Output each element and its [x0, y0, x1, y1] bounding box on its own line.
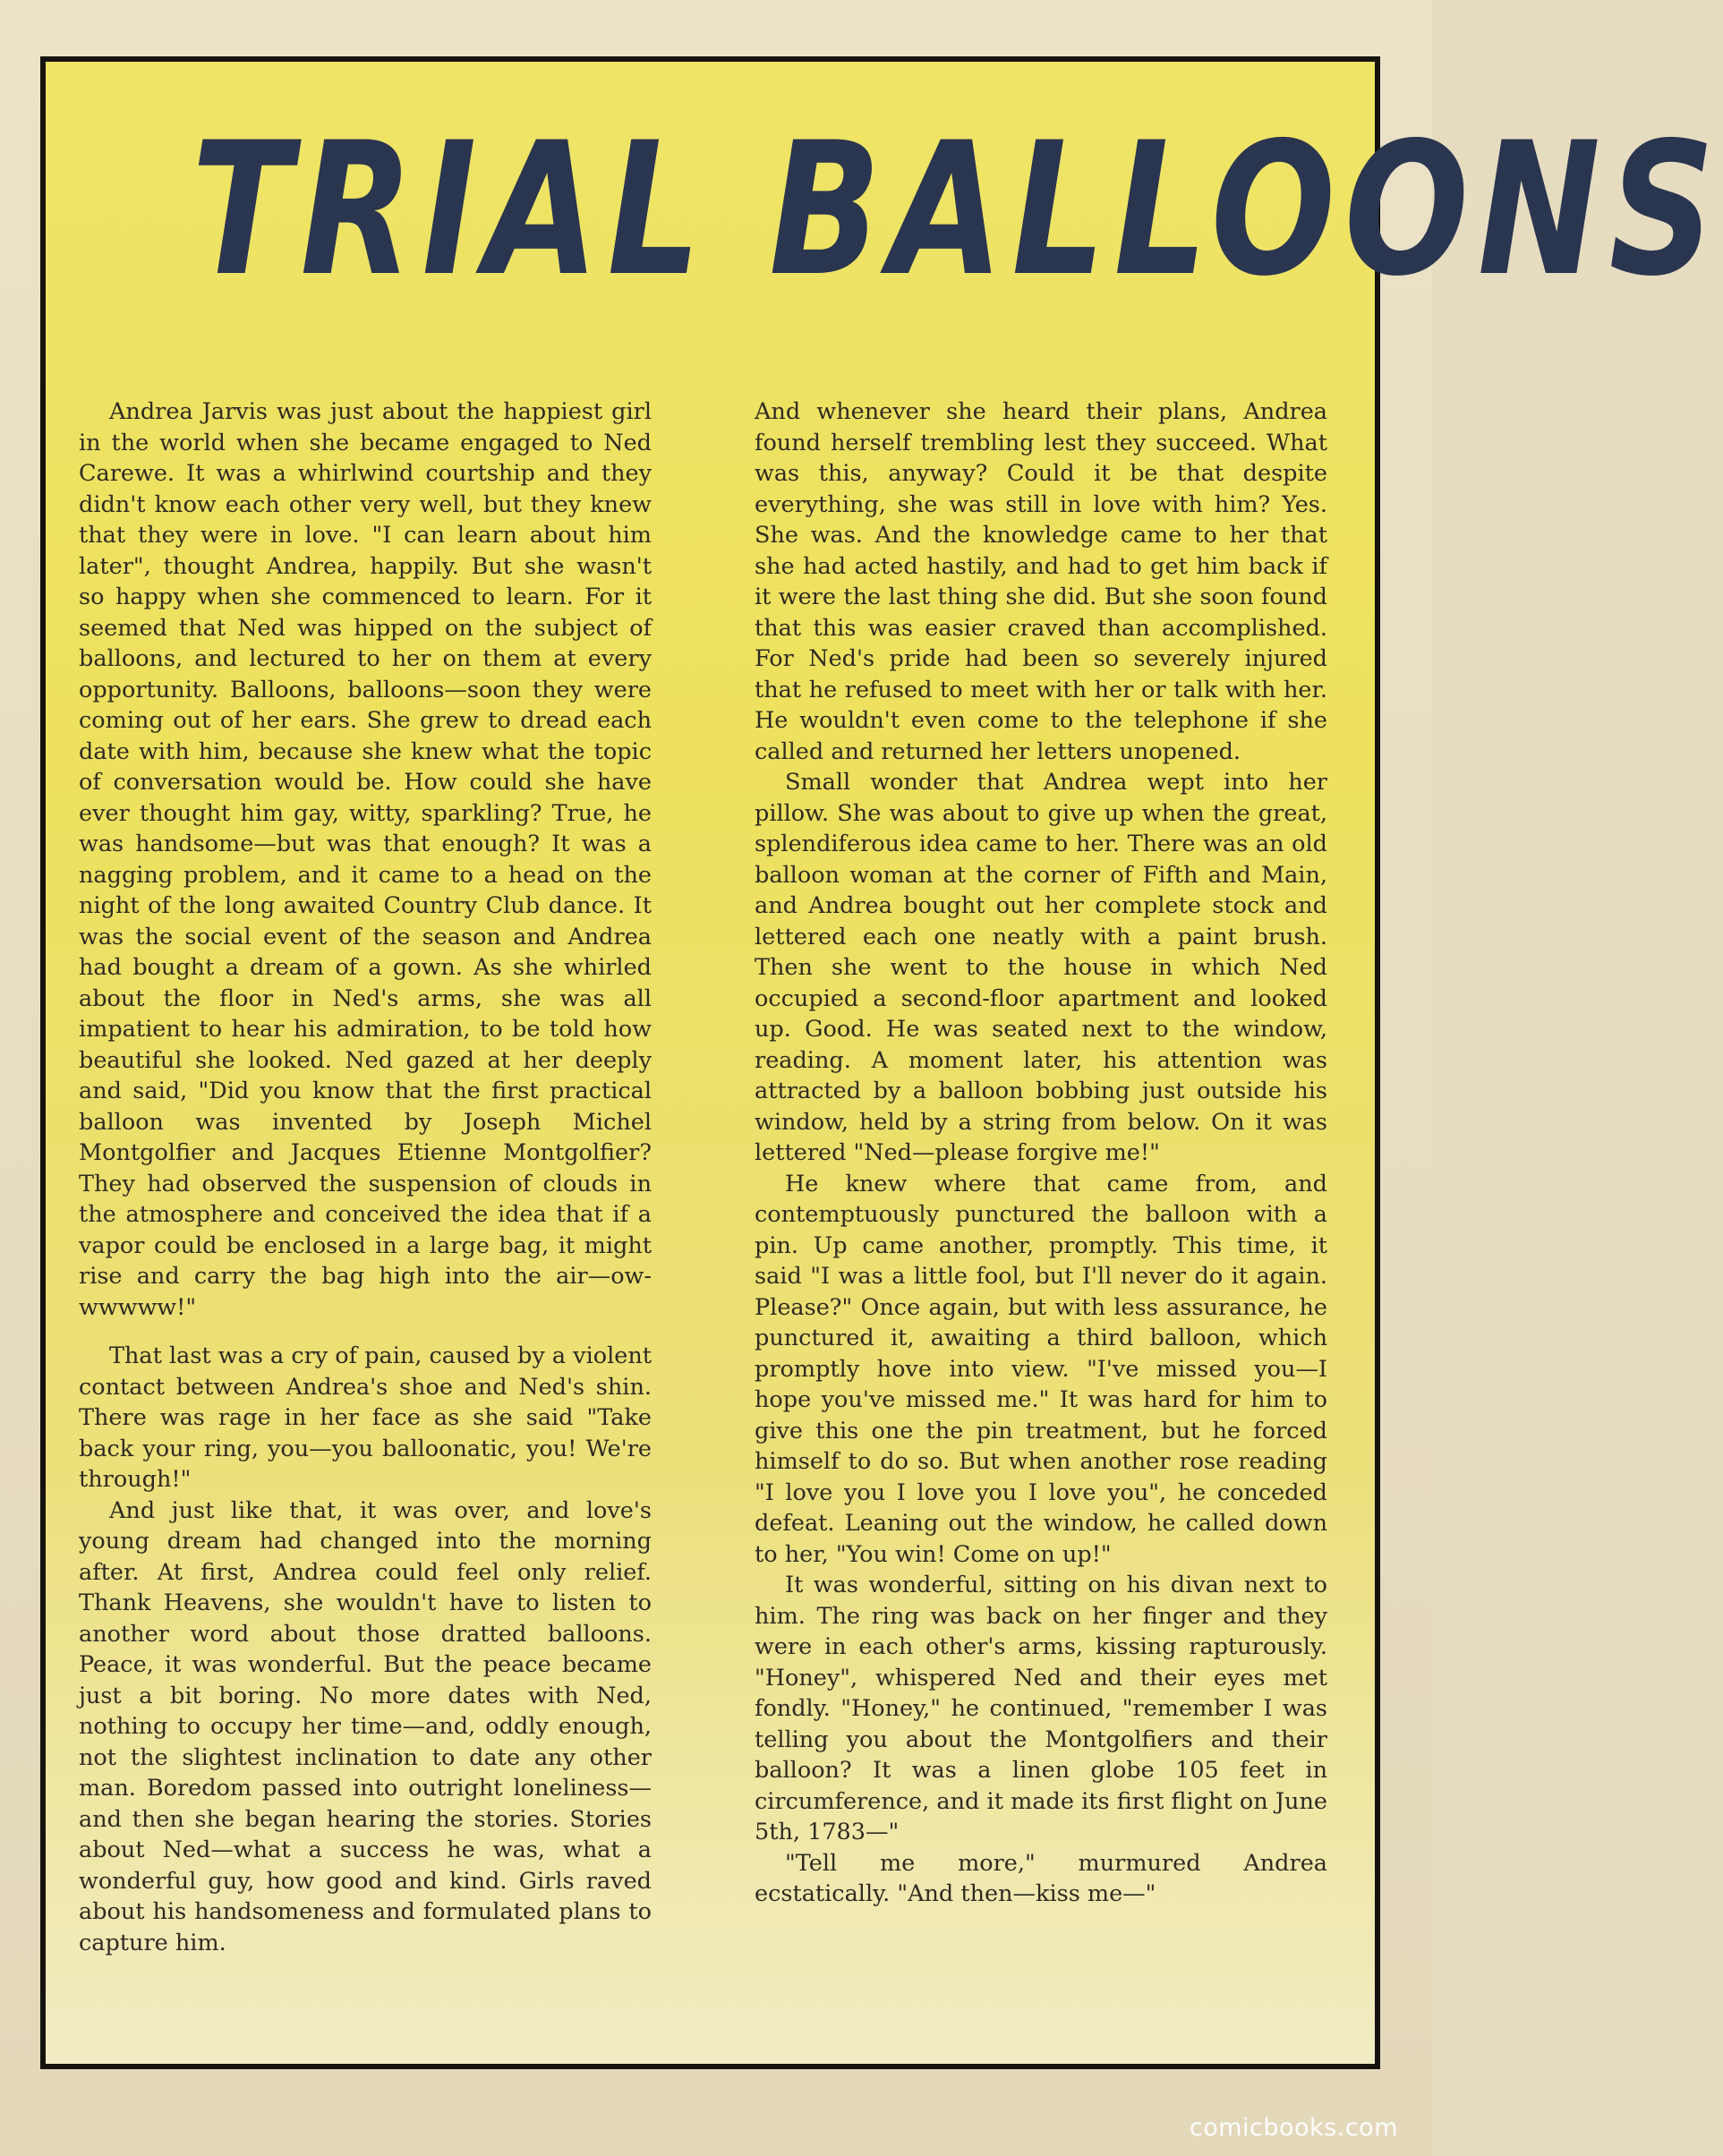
right-paragraph-3: He knew where that came from, and contemptuously punctured the balloon with a pin. Up came another, promptly. This time, it said "I was a little fool, but I'll never do it again. Please?" Once again, but with less assurance, he punctured it, awaiting a third balloon, which promptly hove into view. "I've missed you—I hope you've missed me." It was hard for him to give this one the pin treatment, but he forced himself to do so. But when another rose reading "I love you I love you I love you", he conceded defeat. Leaning out the window, he called down to her, "You win! Come on up!"	[755, 1170, 1327, 1568]
left-paragraph-2: That last was a cry of pain, caused by a violent contact between Andrea's shoe and Ned's shin. There was rage in her face as she said "Take back your ring, you—you balloonatic, you! We're through!"	[79, 1342, 652, 1493]
story-title: TRIAL BALLOONS	[192, 104, 1723, 317]
right-paragraph-1: And whenever she heard their plans, Andrea found herself trembling lest they succeed. What was this, anyway? Could it be that despite everything, she was still in love with him? Yes. She was. And the knowledge came to her that she had acted hastily, and had to get him back if it were the last thing she did. But she soon found that this was easier craved than accomplished. For Ned's pride had been so severely injured that he refused to meet with her or talk with her. He wouldn't even come to the telephone if she called and returned her letters unopened.	[755, 398, 1327, 765]
right-paragraph-5: "Tell me more," murmured Andrea ecstatically. "And then—kiss me—"	[755, 1849, 1327, 1907]
left-column	[79, 396, 652, 1958]
right-paragraph-4: It was wonderful, sitting on his divan next to him. The ring was back on her finger and they were in each other's arms, kissing rapturously. "Honey", whispered Ned and their eyes met fondly. "Honey," he continued, "remember I was telling you about the Montgolfiers and their balloon? It was a linen globe 105 feet in circumference, and it made its first flight on June 5th, 1783—"	[755, 1572, 1327, 1845]
site-watermark: comicbooks.com	[1189, 2114, 1398, 2142]
left-paragraph-3: And just like that, it was over, and love's young dream had changed into the morning after. At first, Andrea could feel only relief. Thank Heavens, she wouldn't have to listen to another word about those dratted balloons. Peace, it was wonderful. But the peace became just a bit boring. No more dates with Ned, nothing to occupy her time—and, oddly enough, not the slightest inclination to date any other man. Boredom passed into outright loneliness—and then she began hearing the stories. Stories about Ned—what a success he was, what a wonderful guy, how good and kind. Girls raved about his handsomeness and formulated plans to capture him.	[79, 1496, 652, 1956]
left-paragraph-1: Andrea Jarvis was just about the happiest girl in the world when she became engaged to Ned Carewe. It was a whirlwind courtship and they didn't know each other very well, but they knew that they were in love. "I can learn about him later", thought Andrea, happily. But she wasn't so happy when she commenced to learn. For it seemed that Ned was hipped on the subject of balloons, and lectured to her on them at every opportunity. Balloons, balloons—soon they were coming out of her ears. She grew to dread each date with him, because she knew what the topic of conversation would be. How could she have ever thought him gay, witty, sparkling? True, he was handsome—but was that enough? It was a nagging problem, and it came to a head on the night of the long awaited Country Club dance. It was the social event of the season and Andrea had bought a dream of a gown. As she whirled about the floor in Ned's arms, she was all impatient to hear his admiration, to be told how beautiful she looked. Ned gazed at her deeply and said, "Did you know that the first practical balloon was invented by Joseph Michel Montgolfier and Jacques Etienne Montgolfier? They had observed the suspension of clouds in the atmosphere and conceived the idea that if a vapor could be enclosed in a large bag, it might rise and carry the bag high into the air—ow-wwwww!"	[79, 398, 652, 1321]
right-column	[755, 396, 1327, 1910]
right-paragraph-2: Small wonder that Andrea wept into her pillow. She was about to give up when the great, splendiferous idea came to her. There was an old balloon woman at the corner of Fifth and Main, and Andrea bought out her complete stock and lettered each one neatly with a paint brush. Then she went to the house in which Ned occupied a second-floor apartment and looked up. Good. He was seated next to the window, reading. A moment later, his attention was attracted by a balloon bobbing just outside his window, held by a string from below. On it was lettered "Ned—please forgive me!"	[755, 769, 1327, 1166]
